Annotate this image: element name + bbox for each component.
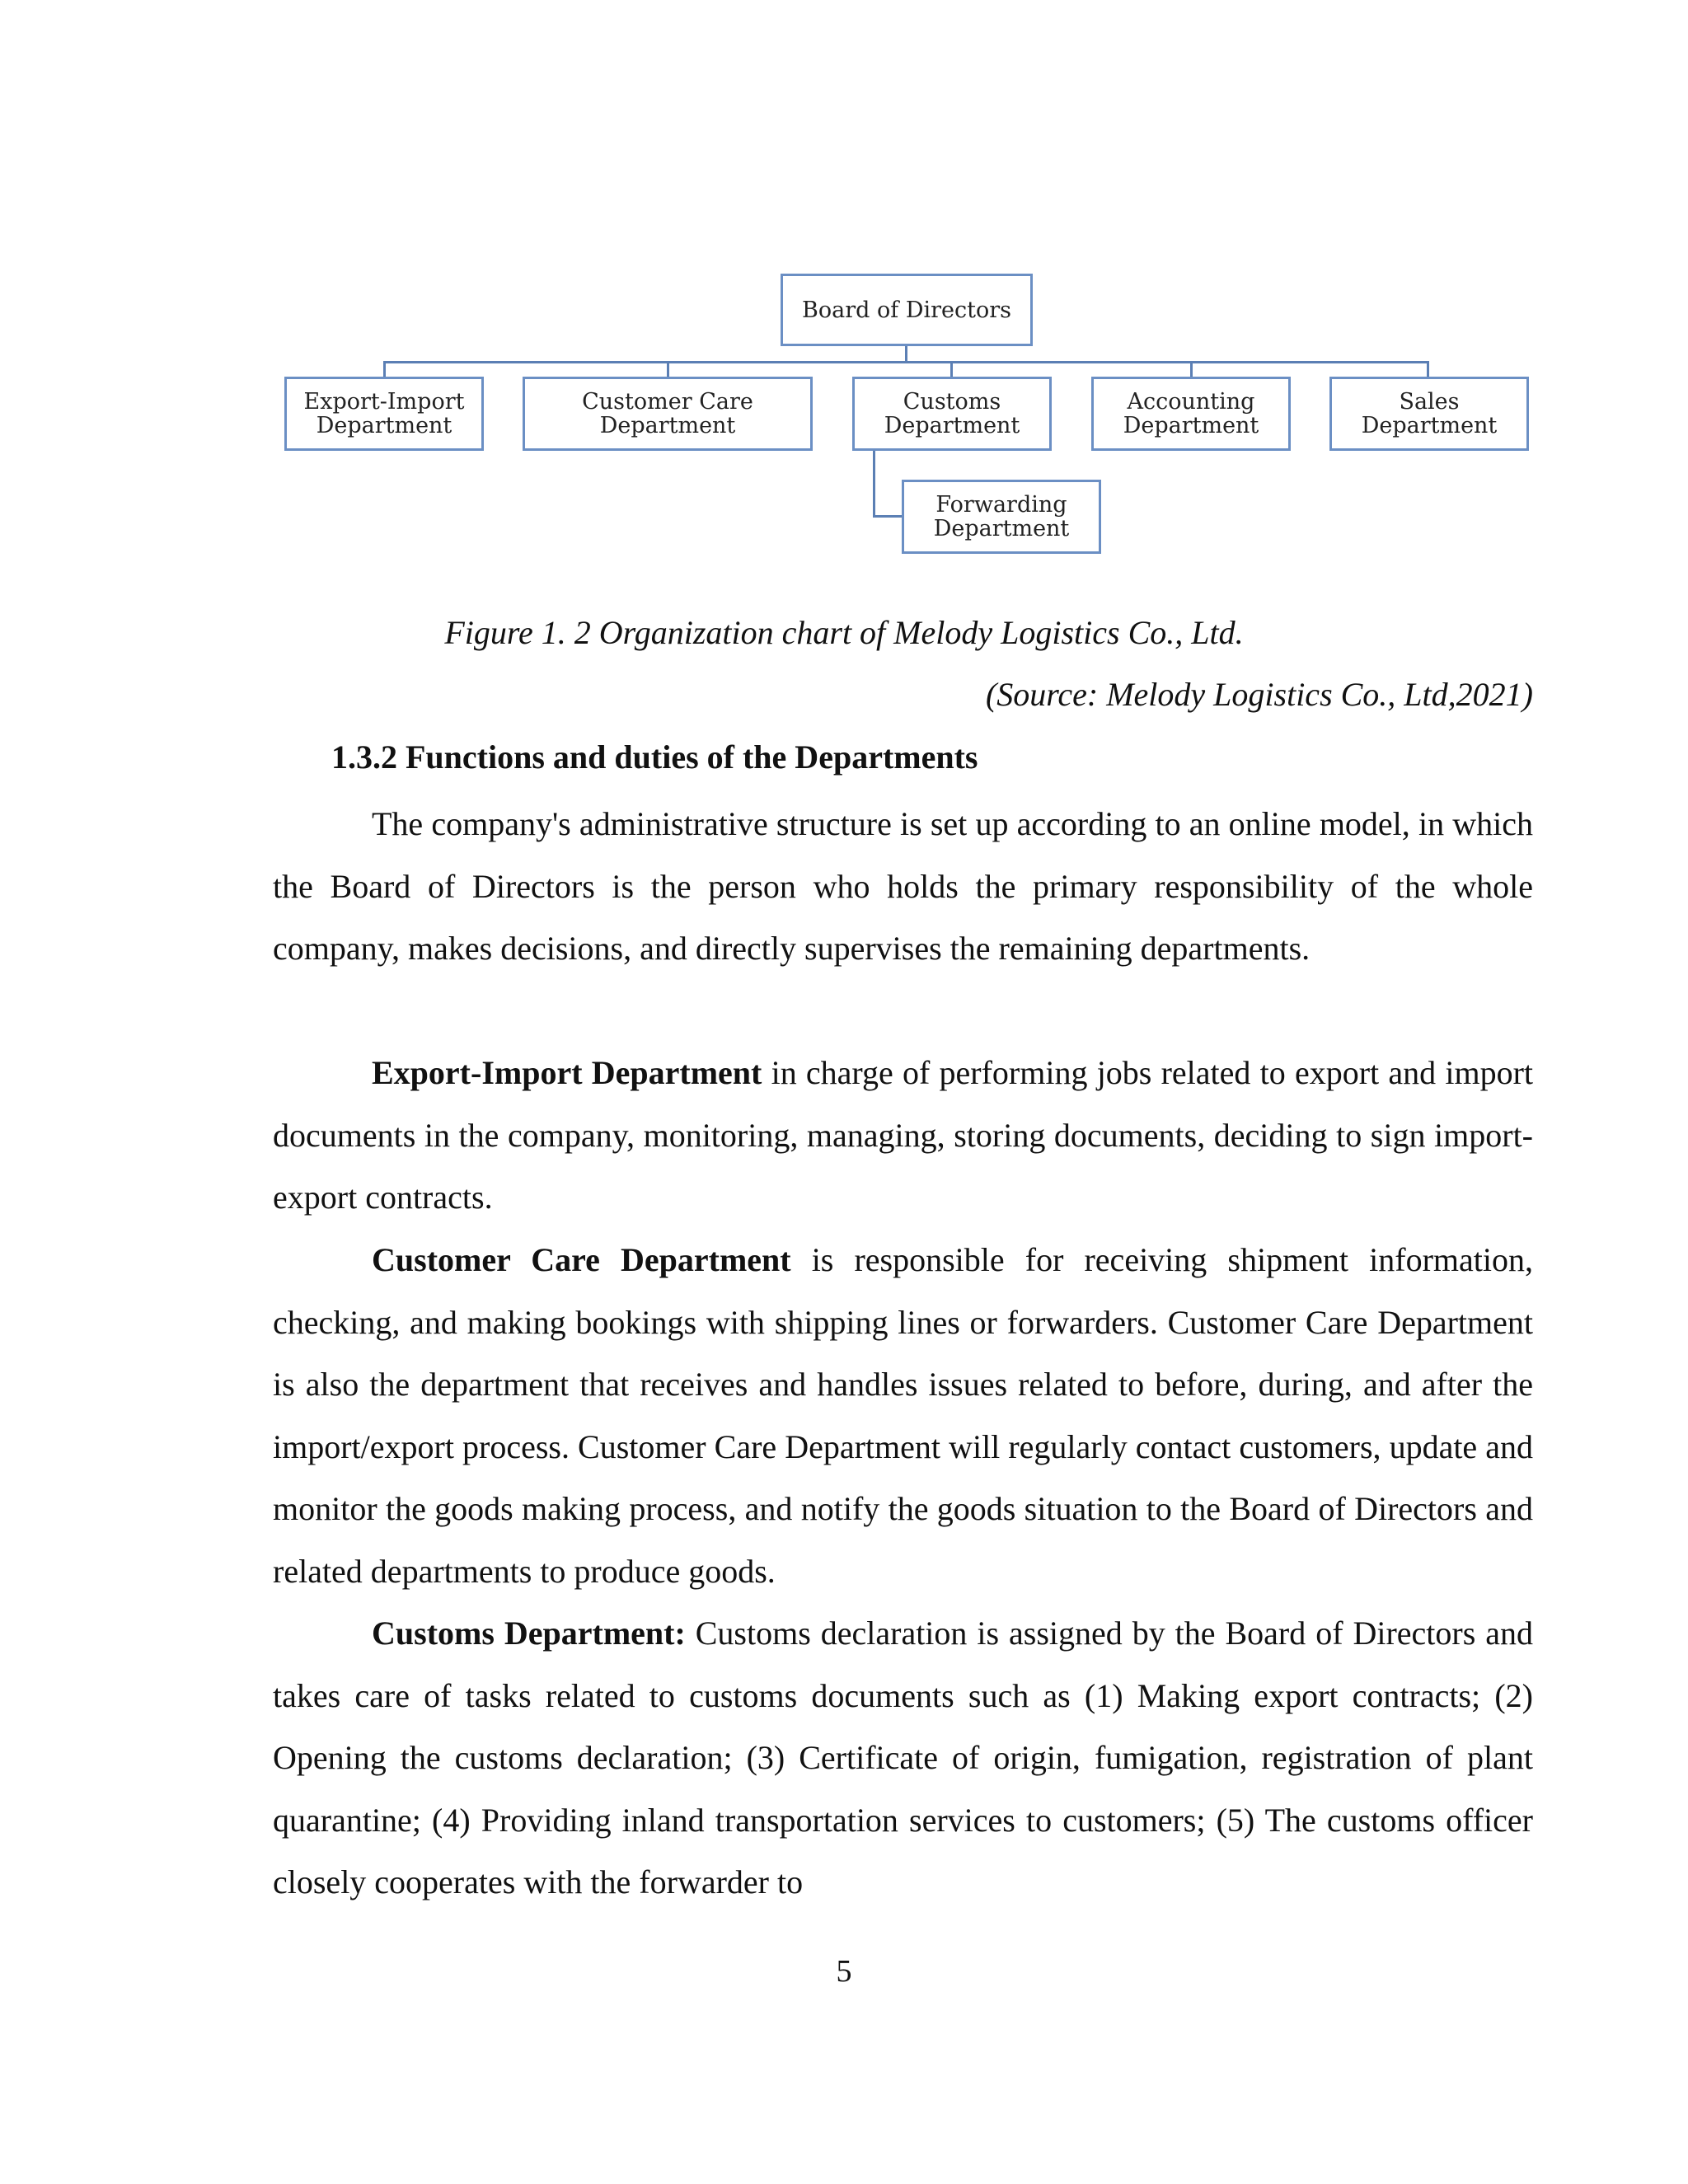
- box-label-line1: Accounting: [1127, 389, 1255, 415]
- box-label-line1: Forwarding: [935, 492, 1067, 518]
- box-label-line1: Customer Care: [582, 389, 753, 415]
- organization-chart: [0, 0, 1688, 577]
- box-label-line2: Department: [1123, 413, 1259, 438]
- paragraph-bold-lead: Customer Care Department: [372, 1241, 791, 1278]
- box-label-line2: Department: [1361, 413, 1498, 438]
- forwarding-department-box: [902, 480, 1101, 554]
- paragraph-export-import: [273, 1042, 1533, 1229]
- drop-line-export-import: [383, 361, 386, 377]
- box-label-line2: Department: [316, 413, 452, 438]
- root-stem-line: [905, 344, 907, 363]
- box-label-line1: Customs: [903, 389, 1001, 415]
- customer-care-department-box: [523, 377, 813, 451]
- drop-line-sales: [1427, 361, 1429, 377]
- box-label-line2: Department: [599, 413, 736, 438]
- accounting-department-box: [1091, 377, 1291, 451]
- box-label-line1: Export-Import: [303, 389, 465, 415]
- section-heading: 1.3.2 Functions and duties of the Departments: [331, 738, 978, 776]
- sales-department-box: [1329, 377, 1529, 451]
- paragraph-text: The company's administrative structure is set up according to an online model, in which the Board of Directors is the person who holds the primary responsibility of the whole company, makes decisions, and directly supervises the remaining departments.: [273, 805, 1533, 968]
- box-label-line2: Department: [933, 516, 1070, 541]
- board-of-directors-box: [781, 274, 1033, 346]
- customs-department-box: [852, 377, 1052, 451]
- paragraph-bold-lead: Customs Department:: [372, 1615, 686, 1652]
- box-label-line2: Department: [884, 413, 1020, 438]
- paragraph-administrative-structure: [273, 793, 1533, 980]
- paragraph-text: is responsible for receiving shipment information, checking, and making bookings with shipping lines or forwarders. Customer Care Department is also the department that receives and handles issues related to before, during, and after the import/export process. Customer Care Department will regularly contact customers, update and monitor the goods making process, and notify the goods situation to the Board of Directors and related departments to produce goods.: [273, 1241, 1533, 1590]
- figure-caption: Figure 1. 2 Organization chart of Melody Logistics Co., Ltd.: [444, 614, 1244, 651]
- drop-line-customer-care: [667, 361, 669, 377]
- export-import-department-box: [284, 377, 484, 451]
- paragraph-text: Customs declaration is assigned by the Board of Directors and takes care of tasks related to customs documents such as (1) Making export contracts; (2) Opening the customs declaration; (3) Certificate of origin, fumigation, registration of plant quarantine; (4) Providing inland transportation services to customers; (5) The customs officer closely cooperates with the forwarder to: [273, 1615, 1534, 1901]
- forwarding-horizontal-line: [873, 515, 904, 518]
- box-label-line1: Sales: [1399, 389, 1460, 415]
- drop-line-customs: [950, 361, 953, 377]
- paragraph-customer-care: [273, 1229, 1533, 1603]
- figure-source: (Source: Melody Logistics Co., Ltd,2021): [985, 676, 1533, 713]
- drop-line-accounting: [1190, 361, 1193, 377]
- paragraph-customs: [273, 1602, 1533, 1914]
- page-number: 5: [836, 1954, 852, 1989]
- paragraph-bold-lead: Export-Import Department: [372, 1054, 762, 1091]
- forwarding-vertical-line: [873, 449, 875, 517]
- horizontal-connector-line: [383, 361, 1428, 363]
- paragraph-text: in charge of performing jobs related to export and import documents in the company, monitoring, managing, storing documents, deciding to sign import-export contracts.: [273, 1054, 1533, 1216]
- board-of-directors-label: Board of Directors: [802, 297, 1011, 323]
